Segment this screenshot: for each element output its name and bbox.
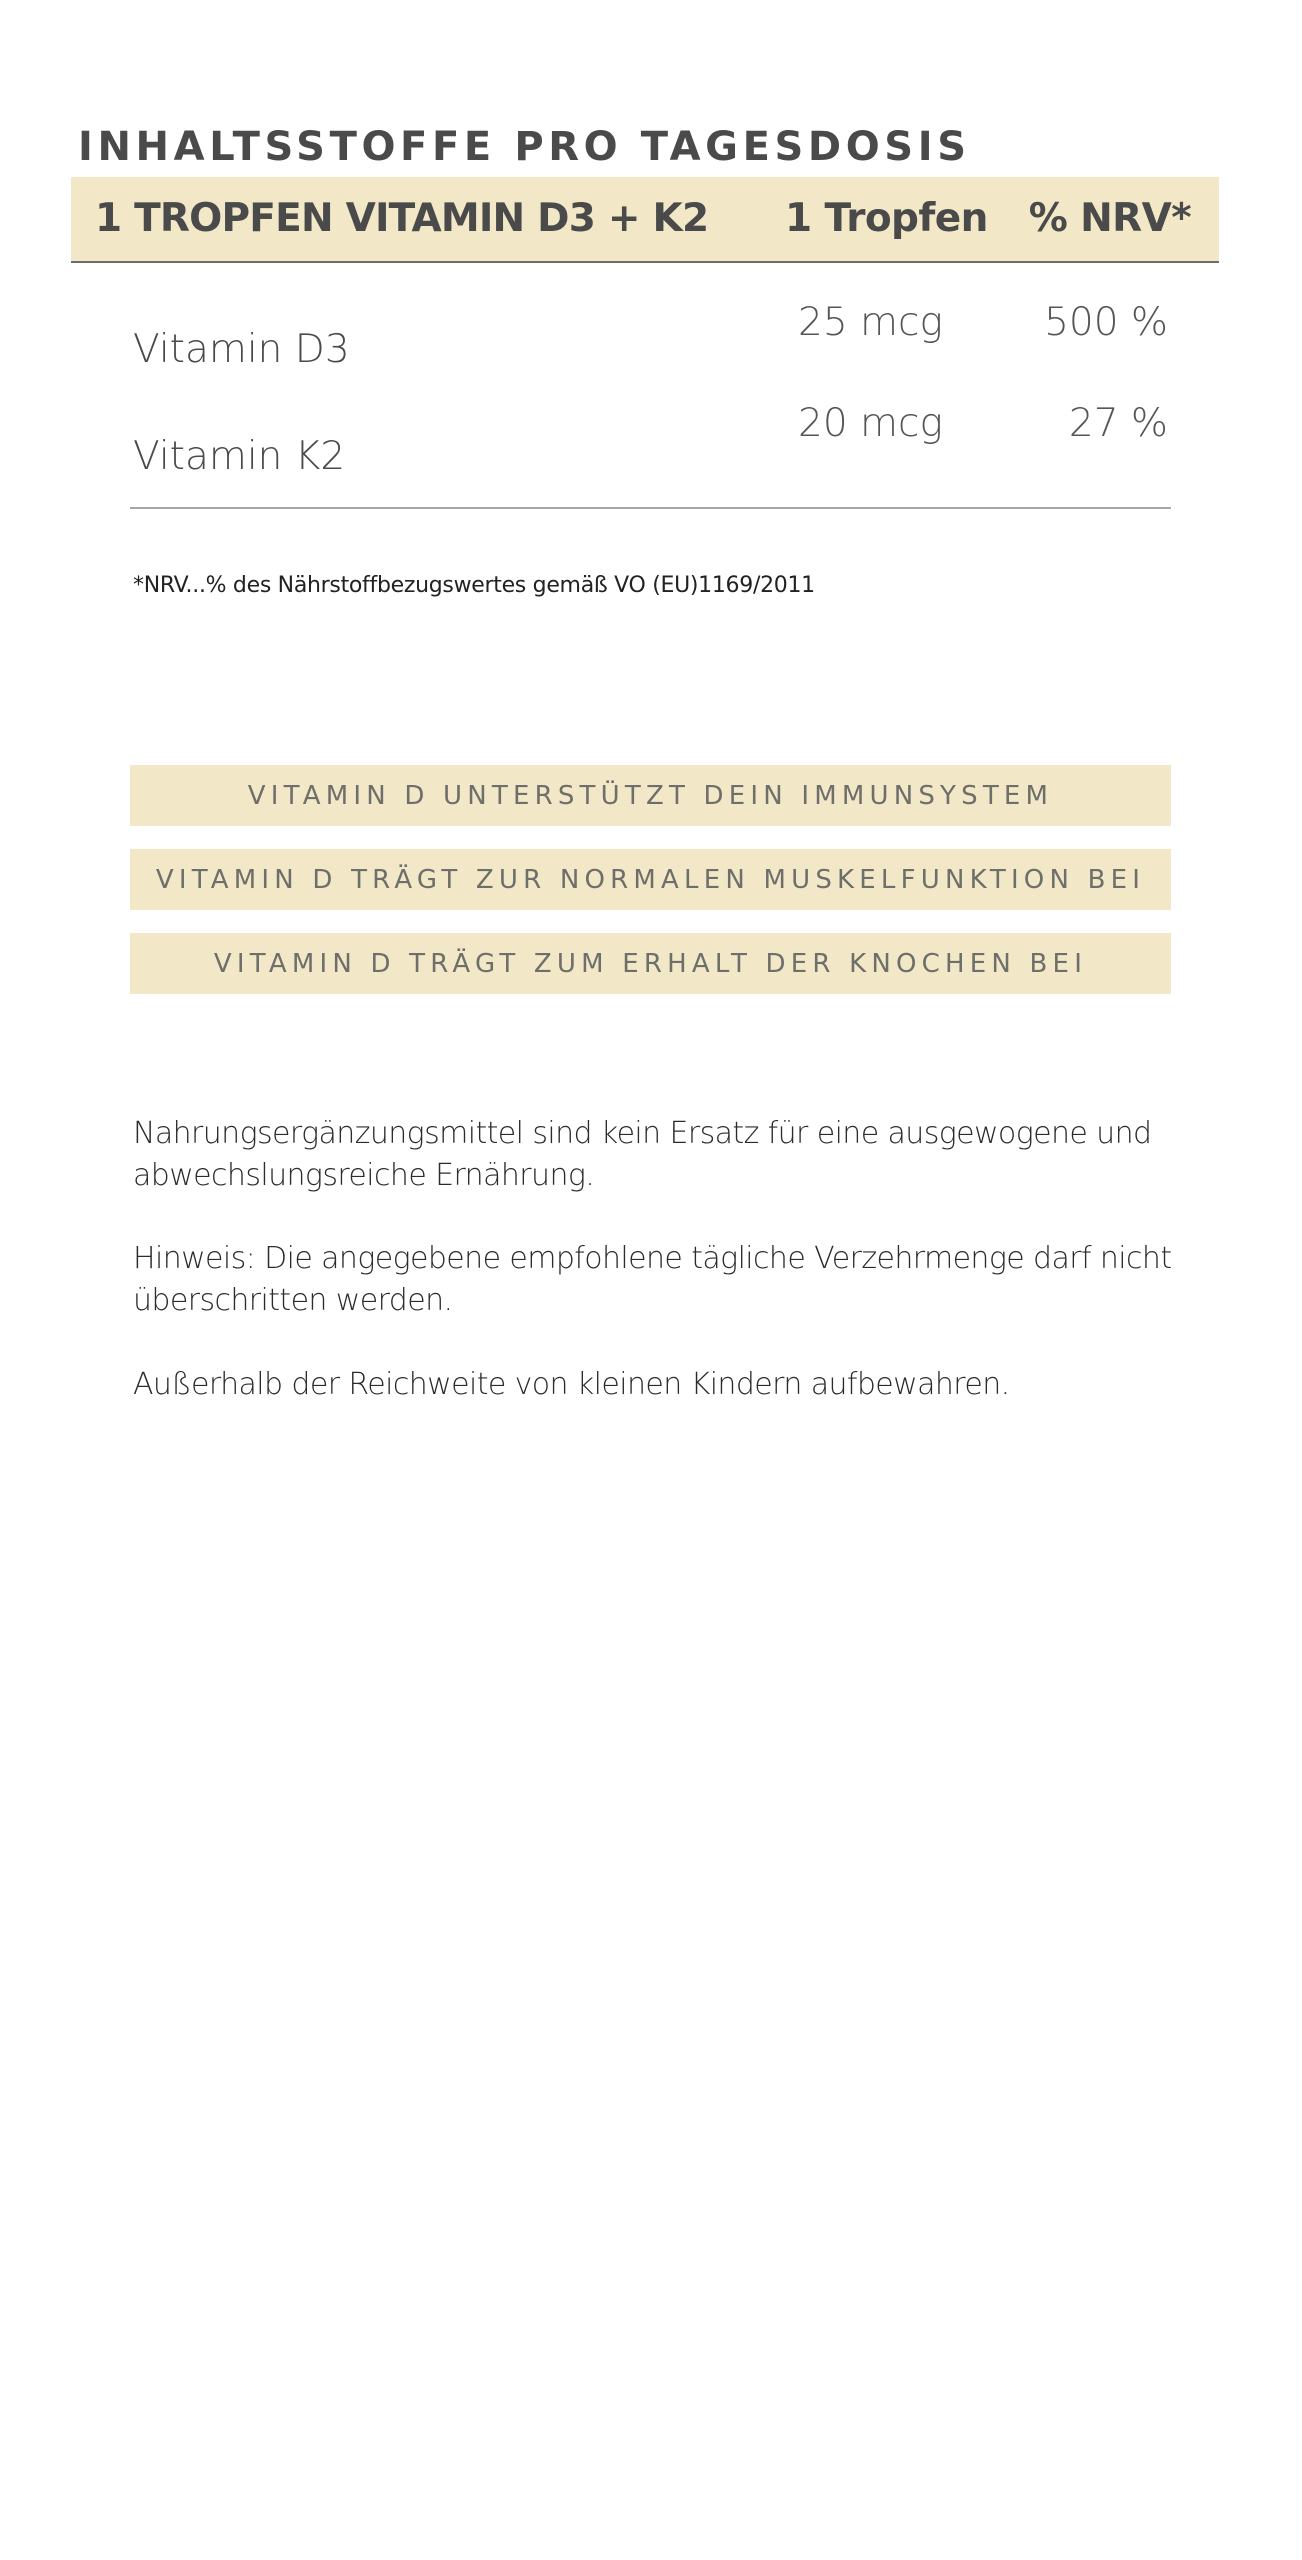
table-row-name: Vitamin D3 xyxy=(133,327,350,372)
table-row-nrv: 500 % xyxy=(1044,300,1168,345)
claim-text: VITAMIN D TRÄGT ZUR NORMALEN MUSKELFUNKTION BEI xyxy=(155,864,1146,895)
table-row-amount: 25 mcg xyxy=(798,300,943,345)
claim-box-muscle xyxy=(130,849,1171,910)
claim-text: VITAMIN D TRÄGT ZUM ERHALT DER KNOCHEN BEI xyxy=(213,948,1088,979)
table-row-name: Vitamin K2 xyxy=(133,434,346,479)
table-row-amount: 20 mcg xyxy=(798,401,943,446)
notice-children: Außerhalb der Reichweite von kleinen Kindern aufbewahren. xyxy=(133,1367,1010,1402)
table-header-dose: 1 Tropfen xyxy=(785,196,988,241)
table-row-nrv: 27 % xyxy=(1068,401,1168,446)
notice-supplement: Nahrungsergänzungsmittel sind kein Ersatz für eine ausgewogene und abwechslungsreiche Ernährung. xyxy=(133,1116,1152,1193)
nrv-footnote: *NRV...% des Nährstoffbezugswertes gemäß VO (EU)1169/2011 xyxy=(133,573,815,598)
table-header-nrv: % NRV* xyxy=(1028,196,1191,241)
claim-text: VITAMIN D UNTERSTÜTZT DEIN IMMUNSYSTEM xyxy=(247,780,1054,811)
claim-box-immune xyxy=(130,765,1171,826)
notice-dosage: Hinweis: Die angegebene empfohlene tägliche Verzehrmenge darf nicht überschritten werden. xyxy=(133,1241,1172,1318)
section-title: INHALTSSTOFFE PRO TAGESDOSIS xyxy=(78,124,971,171)
nutrition-table-header xyxy=(71,177,1219,263)
table-header-product: 1 TROPFEN VITAMIN D3 + K2 xyxy=(95,196,709,241)
table-divider xyxy=(130,507,1171,509)
claim-box-bones xyxy=(130,933,1171,994)
